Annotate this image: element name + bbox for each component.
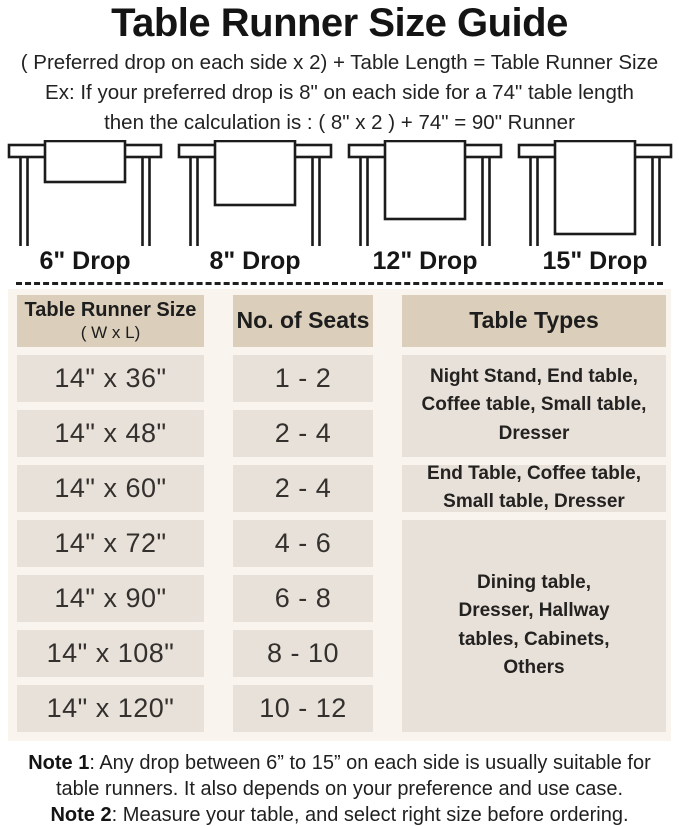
formula-text: ( Preferred drop on each side x 2) + Table Length = Table Runner Size: [20, 51, 659, 74]
drop-figure-15: [510, 140, 679, 276]
seats-cell: 2 - 4: [233, 410, 373, 457]
note-2-text: : Measure your table, and select right size before ordering.: [111, 804, 629, 826]
note-1-label: Note 1: [28, 751, 90, 774]
col-header-runner-size: [17, 295, 204, 347]
drop-figure-6: [0, 140, 170, 276]
drop-label-6: 6" Drop: [39, 247, 131, 275]
note-2-label: Note 2: [50, 804, 112, 826]
table-types-group-large-text: Dining table, Dresser, Hallway tables, Cabinets, Others: [458, 571, 610, 678]
col-header-table-types: Table Types: [402, 295, 666, 347]
size-cell: 14" x 60": [17, 465, 204, 512]
seats-cell: 4 - 6: [233, 520, 373, 567]
example-line-2: then the calculation is : ( 8" x 2 ) + 74" = 90" Runner: [104, 111, 575, 134]
drop-label-15: 15" Drop: [542, 247, 648, 275]
seats-cell: 1 - 2: [233, 355, 373, 402]
runner-drape: [555, 141, 635, 234]
size-cell: 14" x 108": [17, 630, 204, 677]
size-cell: 14" x 36": [17, 355, 204, 402]
table-runner-15-drop-illustration: [510, 140, 679, 246]
seats-cell: 2 - 4: [233, 465, 373, 512]
table-runner-6-drop-illustration: [0, 140, 170, 246]
drop-figures: [0, 140, 679, 276]
note-2: [0, 802, 679, 826]
seats-cell: 8 - 10: [233, 630, 373, 677]
drop-figure-8: [170, 140, 340, 276]
table-types-group-medium-text: End Table, Coffee table, Small table, Dresser: [427, 462, 641, 512]
col-header-seats: No. of Seats: [233, 295, 373, 347]
runner-drape: [45, 141, 125, 182]
size-table-section: [8, 289, 671, 741]
size-cell: 14" x 120": [17, 685, 204, 732]
table-runner-12-drop-illustration: [340, 140, 510, 246]
size-cell: 14" x 72": [17, 520, 204, 567]
dashed-divider: [16, 282, 663, 285]
table-types-group-small-text: Night Stand, End table, Coffee table, Small table, Dresser: [421, 365, 647, 444]
drop-label-8: 8" Drop: [209, 247, 301, 275]
size-table: [17, 295, 665, 732]
drop-figure-12: [340, 140, 510, 276]
runner-drape: [215, 141, 295, 205]
guide-header: [0, 0, 679, 135]
page-title: Table Runner Size Guide: [111, 1, 568, 45]
table-types-group-small: [402, 355, 666, 457]
size-cell: 14" x 90": [17, 575, 204, 622]
notes-section: [0, 750, 679, 826]
col-header-runner-size-line1: Table Runner Size: [24, 298, 197, 321]
seats-cell: 6 - 8: [233, 575, 373, 622]
note-1-text: : Any drop between 6” to 15” on each side is usually suitable for table runners. It also depends on your preference and use case.: [55, 751, 651, 800]
runner-drape: [385, 141, 465, 219]
seats-cell: 10 - 12: [233, 685, 373, 732]
drop-label-12: 12" Drop: [372, 247, 478, 275]
note-1: [0, 750, 679, 803]
size-cell: 14" x 48": [17, 410, 204, 457]
table-runner-8-drop-illustration: [170, 140, 340, 246]
table-types-group-large: [402, 520, 666, 732]
table-types-group-medium: [402, 462, 666, 512]
example-line-1: Ex: If your preferred drop is 8" on each side for a 74" table length: [45, 81, 634, 104]
col-header-runner-size-line2: ( W x L): [80, 322, 141, 342]
